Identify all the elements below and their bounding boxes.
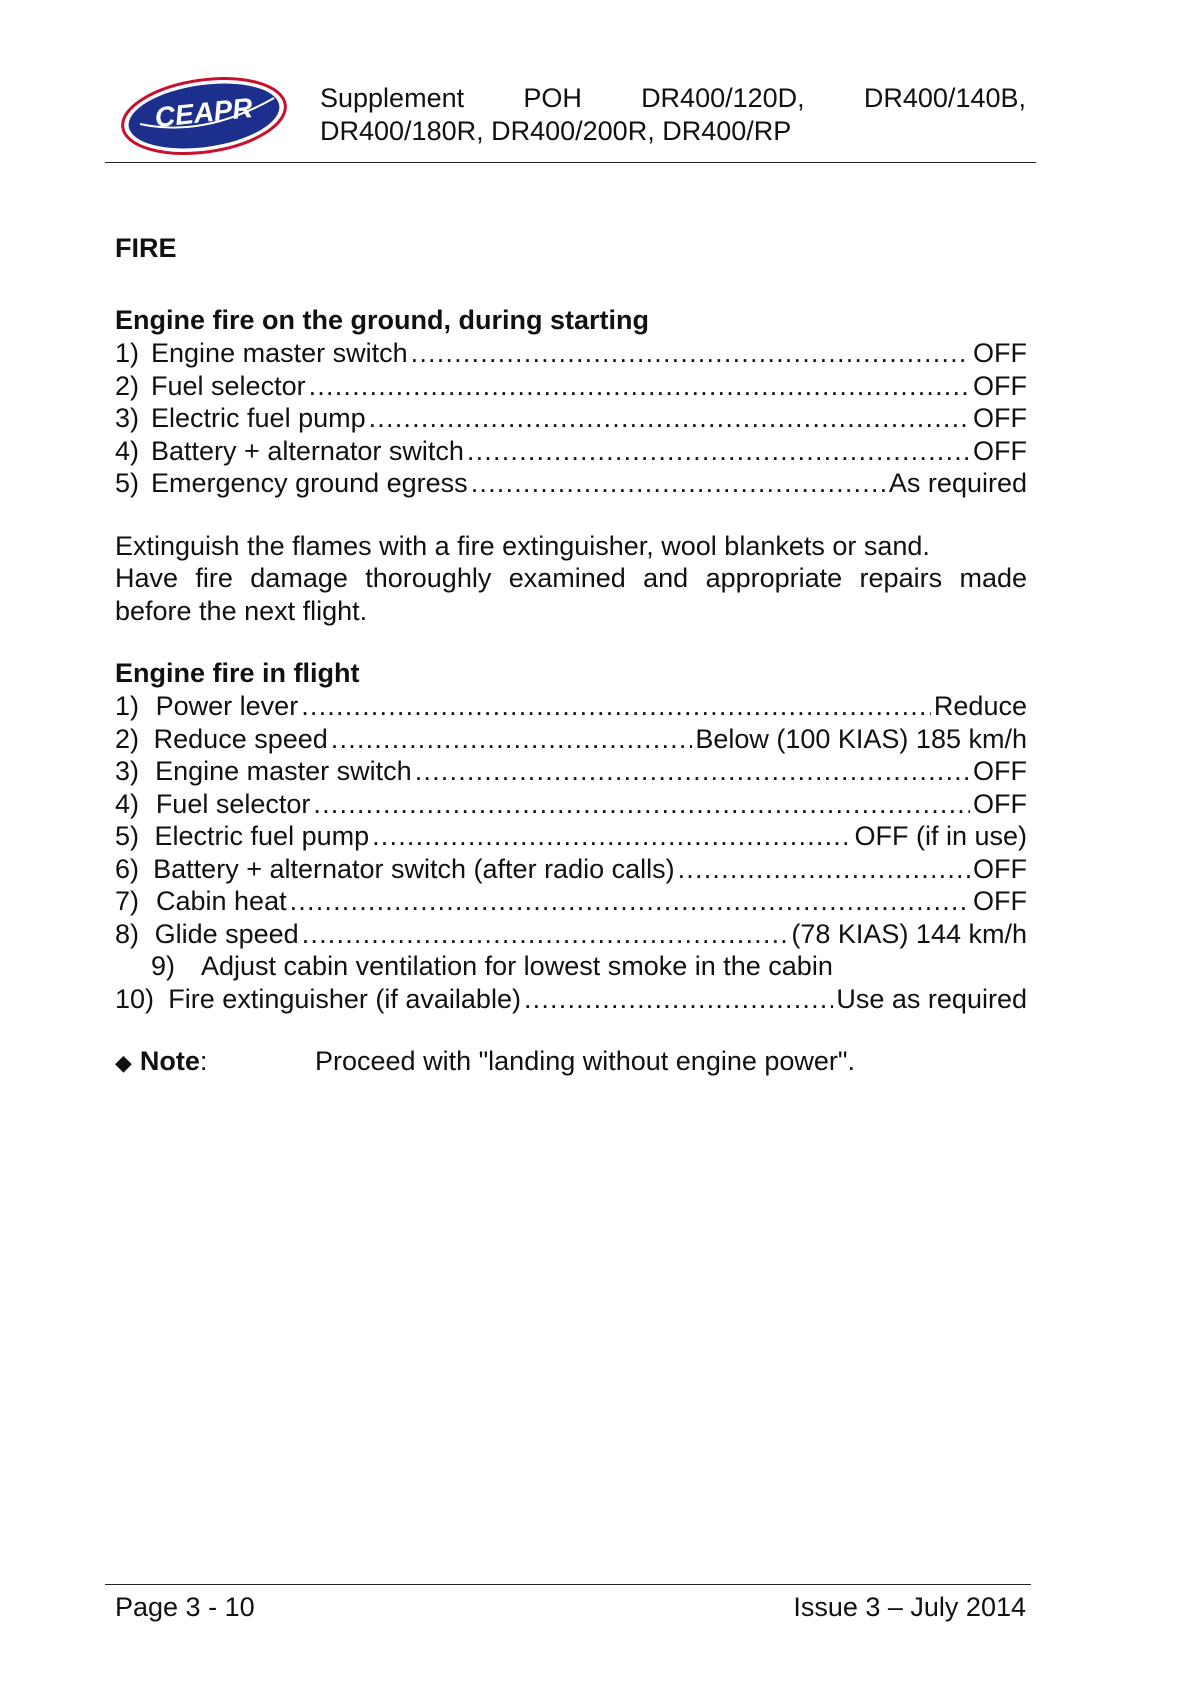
dot-leader (471, 467, 886, 500)
section-title: FIRE (115, 233, 177, 263)
ground-fire-checklist (115, 337, 1027, 500)
item-number: 3) (115, 756, 140, 786)
dot-leader (678, 853, 970, 886)
item-label: Engine master switch (155, 756, 412, 786)
note-text: Proceed with "landing without engine power". (315, 1046, 855, 1076)
item-value: OFF (973, 338, 1027, 368)
paragraph-line: Have fire damage thoroughly examined and appropriate repairs made (115, 563, 1027, 593)
header-line-2: DR400/180R, DR400/200R, DR400/RP (320, 116, 792, 146)
item-value: OFF (if in use) (854, 821, 1027, 851)
dot-leader (524, 983, 833, 1016)
item-number: 9) (150, 951, 175, 981)
checklist-item (115, 690, 1027, 723)
dot-leader (467, 435, 970, 468)
checklist-item (115, 820, 1027, 853)
item-number: 1) (115, 338, 140, 368)
flight-fire-heading: Engine fire in flight (115, 658, 360, 688)
item-number: 10) (115, 983, 155, 1014)
checklist-item (115, 467, 1027, 500)
item-label: Cabin heat (155, 886, 287, 916)
item-value: OFF (973, 403, 1027, 433)
item-value: OFF (973, 756, 1027, 786)
item-number: 2) (115, 370, 140, 401)
item-value: OFF (973, 788, 1027, 819)
item-number: 7) (115, 886, 140, 916)
checklist-item (115, 885, 1027, 918)
dot-leader (411, 337, 970, 370)
item-value: Use as required (836, 983, 1027, 1014)
dot-leader (331, 723, 693, 756)
item-value: Below (100 KIAS) 185 km/h (695, 723, 1027, 754)
checklist-item (115, 853, 1027, 886)
dot-leader (313, 788, 970, 821)
dot-leader (302, 918, 789, 951)
checklist-item (115, 755, 1027, 788)
item-label: Fuel selector (151, 370, 306, 401)
logo-text: CEAPR (153, 91, 254, 134)
paragraph-line: Extinguish the flames with a fire extinguisher, wool blankets or sand. (115, 530, 930, 561)
item-value: As required (888, 468, 1027, 498)
ceapr-logo (118, 76, 290, 156)
checklist-item (115, 788, 1027, 821)
item-label: Reduce speed (153, 723, 328, 754)
item-label: Battery + alternator switch (151, 435, 464, 466)
checklist-item (115, 950, 1027, 983)
header-word: DR400/140B, (863, 83, 1026, 113)
checklist-item (115, 402, 1027, 435)
ground-fire-heading: Engine fire on the ground, during starting (115, 305, 649, 335)
header-word: Supplement (320, 83, 465, 113)
item-label: Engine master switch (151, 338, 408, 368)
item-label: Emergency ground egress (151, 468, 468, 498)
issue-date: Issue 3 – July 2014 (793, 1592, 1026, 1622)
main-content (115, 228, 1027, 1079)
document-header-title (320, 82, 1026, 148)
item-label: Electric fuel pump (151, 403, 366, 433)
item-value: OFF (973, 370, 1027, 401)
item-number: 8) (115, 918, 140, 949)
item-value: (78 KIAS) 144 km/h (791, 918, 1027, 949)
item-label: Battery + alternator switch (after radio calls) (153, 853, 675, 884)
dot-leader (369, 402, 970, 435)
dot-leader (415, 755, 970, 788)
header-word: DR400/120D, (641, 83, 805, 113)
paragraph-line: before the next flight. (115, 595, 368, 626)
checklist-item (115, 435, 1027, 468)
note-label: Note (139, 1046, 200, 1076)
item-number: 4) (115, 788, 140, 819)
item-value: OFF (973, 886, 1027, 916)
page-number: Page 3 - 10 (115, 1592, 255, 1622)
checklist-item (115, 370, 1027, 403)
flight-fire-checklist (115, 690, 1027, 1015)
item-number: 4) (115, 435, 140, 466)
item-number: 3) (115, 403, 140, 433)
note-colon: : (199, 1046, 208, 1076)
item-label: Glide speed (154, 918, 299, 949)
item-number: 6) (115, 853, 140, 884)
diamond-bullet-icon: ◆ (115, 1050, 132, 1075)
header-divider (105, 162, 1036, 163)
item-number: 5) (115, 468, 140, 498)
item-value: OFF (973, 853, 1027, 884)
item-label: Power lever (155, 691, 299, 721)
item-number: 2) (115, 723, 140, 754)
dot-leader (309, 370, 970, 403)
item-label: Fire extinguisher (if available) (168, 983, 521, 1014)
checklist-item (115, 983, 1027, 1016)
extinguish-paragraph (115, 530, 1027, 628)
dot-leader (301, 690, 931, 723)
item-label: Adjust cabin ventilation for lowest smoke in the cabin (201, 951, 833, 981)
note-block (115, 1045, 1027, 1079)
footer-divider (105, 1584, 1031, 1585)
checklist-item (115, 337, 1027, 370)
checklist-item (115, 918, 1027, 951)
item-value: OFF (973, 435, 1027, 466)
item-label: Fuel selector (155, 788, 311, 819)
dot-leader (372, 820, 851, 853)
item-value: Reduce (933, 691, 1027, 721)
checklist-item (115, 723, 1027, 756)
header-word: POH (523, 83, 582, 113)
item-number: 1) (115, 691, 140, 721)
dot-leader (290, 885, 970, 918)
item-number: 5) (115, 821, 140, 851)
item-label: Electric fuel pump (154, 821, 370, 851)
